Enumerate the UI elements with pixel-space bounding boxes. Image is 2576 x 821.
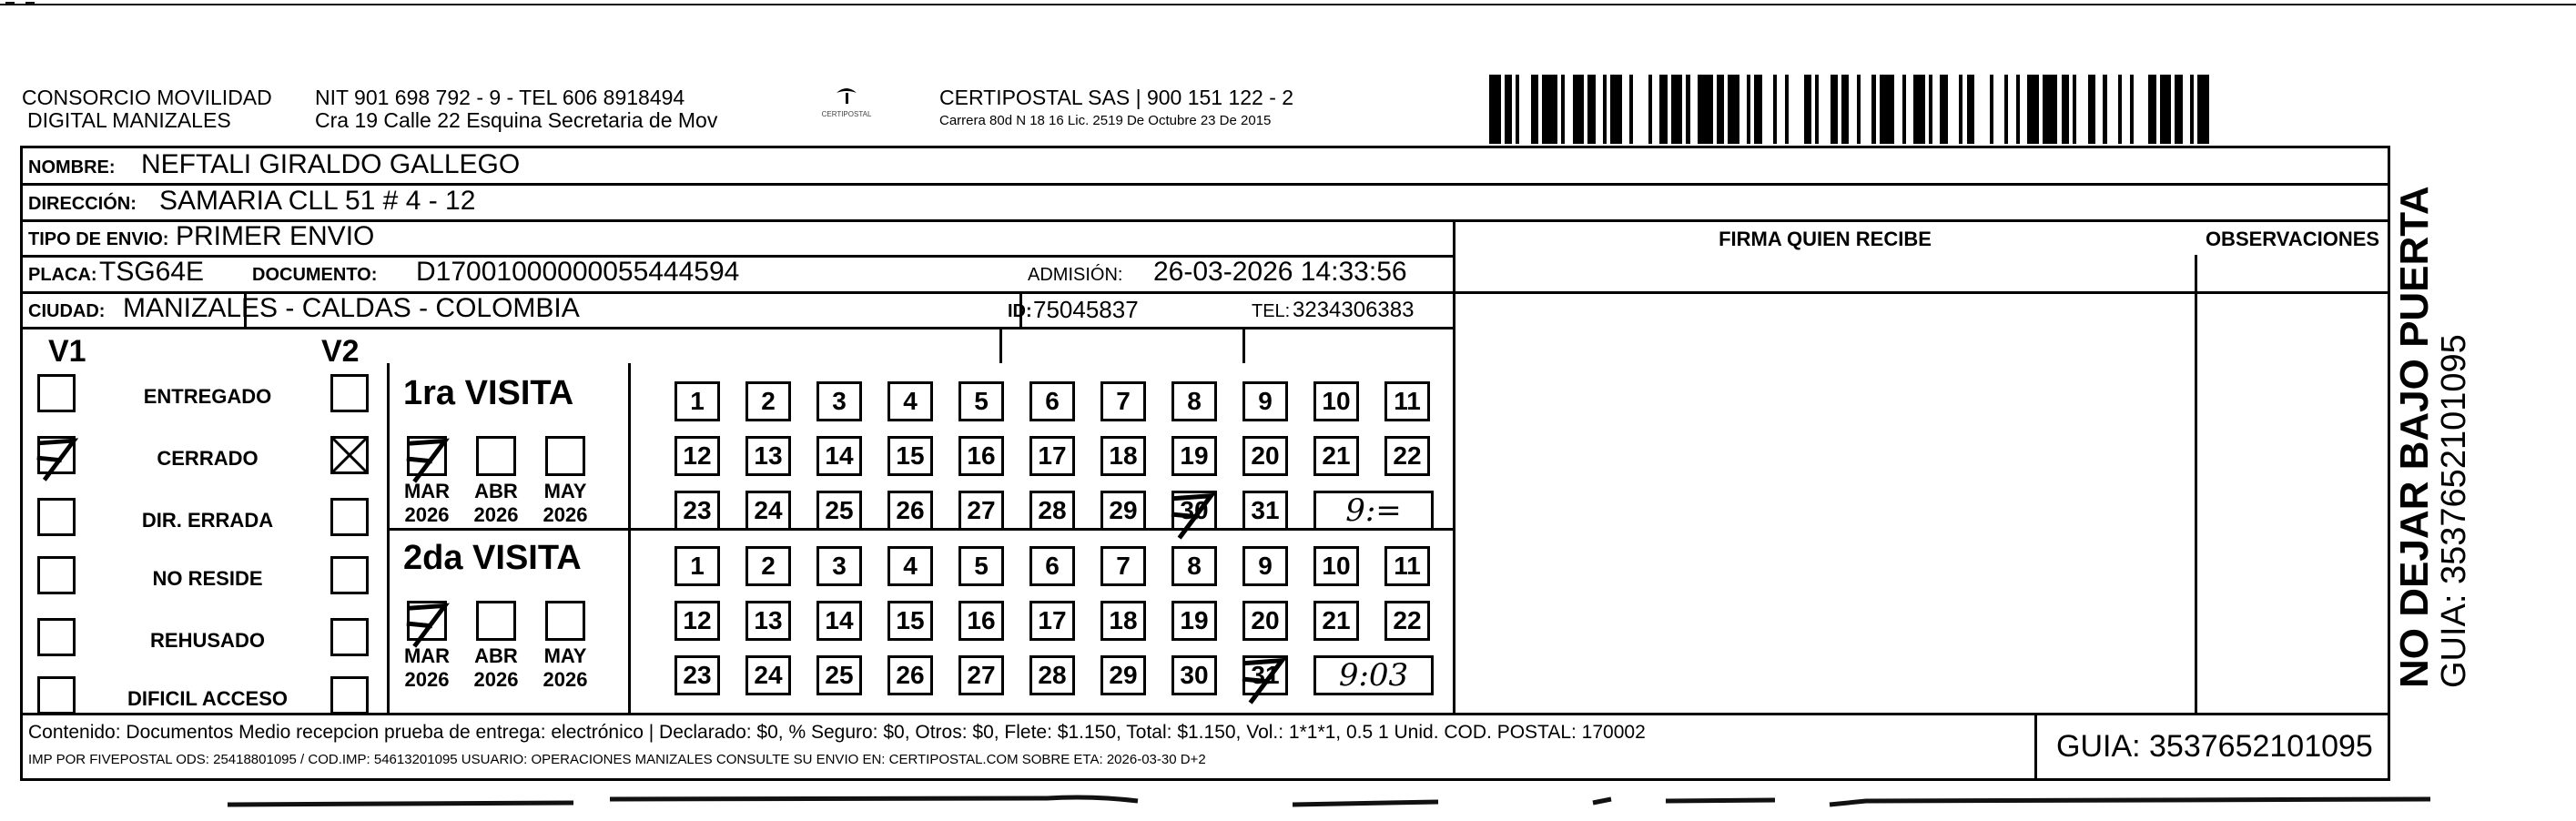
imp-text: IMP POR FIVEPOSTAL ODS: 25418801095 / COD.IMP: 54613201095 USUARIO: OPERACIONES MANIZALES CONSULTE SU ENVIO EN: CERTIPOSTAL.COM SOBRE ETA: 2026-03-30 D+2: [28, 752, 1206, 767]
handwritten-check-mark: [404, 598, 455, 649]
day-box[interactable]: 2: [745, 381, 791, 421]
barcode-bar: [1849, 75, 1856, 144]
v2-checkbox[interactable]: [330, 374, 369, 412]
barcode-bar: [2095, 75, 2103, 144]
nombre-value: NEFTALI GIRALDO GALLEGO: [141, 149, 521, 179]
day-box[interactable]: 23: [674, 655, 720, 695]
day-box[interactable]: 25: [816, 655, 862, 695]
ciudad-value: MANIZALES - CALDAS - COLOMBIA: [123, 293, 580, 323]
barcode-bar: [2043, 75, 2058, 144]
day-box[interactable]: 12: [674, 601, 720, 641]
day-box[interactable]: 7: [1100, 546, 1146, 586]
v2-checkbox[interactable]: [330, 676, 369, 715]
day-box[interactable]: 5: [958, 546, 1004, 586]
barcode-bar: [1841, 75, 1849, 144]
barcode-bar: [1913, 75, 1925, 144]
v1-checkbox[interactable]: [37, 676, 76, 715]
barcode-bar: [1728, 75, 1739, 144]
barcode-bar: [1777, 75, 1784, 144]
day-box[interactable]: 3: [816, 546, 862, 586]
barcode-bar: [1622, 75, 1629, 144]
day-box[interactable]: 26: [887, 491, 933, 531]
day-box[interactable]: 16: [958, 601, 1004, 641]
status-label: DIR. ERRADA: [141, 509, 274, 532]
barcode-bar: [1717, 75, 1724, 144]
placa-label: PLACA:: [28, 265, 97, 285]
v1-checkbox[interactable]: [37, 618, 76, 656]
v1-checkbox[interactable]: [37, 556, 76, 594]
barcode-bar: [1652, 75, 1659, 144]
day-box[interactable]: 28: [1029, 491, 1075, 531]
barcode-bar: [2008, 75, 2015, 144]
day-box[interactable]: 21: [1313, 436, 1359, 476]
barcode-bar: [2062, 75, 2069, 144]
day-box[interactable]: 22: [1384, 601, 1430, 641]
side-guia: GUIA: 3537652101095: [2435, 334, 2473, 688]
month-year-label: [469, 480, 523, 527]
barcode-bar: [2027, 75, 2039, 144]
v2-header: V2: [321, 334, 360, 369]
status-label: DIFICIL ACCESO: [127, 687, 288, 710]
barcode-bar: [1565, 75, 1572, 144]
guia-divider: [2034, 713, 2037, 781]
day-box[interactable]: 5: [958, 381, 1004, 421]
row-divider: [23, 327, 1455, 329]
direccion-value: SAMARIA CLL 51 # 4 - 12: [159, 186, 476, 216]
status-label: NO RESIDE: [152, 567, 263, 590]
status-label: CERRADO: [157, 447, 259, 470]
month-checkbox[interactable]: [407, 601, 447, 641]
day-box[interactable]: 28: [1029, 655, 1075, 695]
barcode-bar: [1573, 75, 1585, 144]
delivery-form: [20, 146, 2390, 781]
month-checkbox[interactable]: [476, 601, 516, 641]
day-box[interactable]: 9: [1242, 381, 1288, 421]
top-tick: [25, 2, 35, 5]
day-box[interactable]: 9: [1242, 546, 1288, 586]
day-box[interactable]: 27: [958, 655, 1004, 695]
month-checkbox[interactable]: [545, 601, 585, 641]
footer-divider: [23, 713, 2388, 715]
no-dejar-bajo-puerta: NO DEJAR BAJO PUERTA: [2392, 186, 2437, 688]
barcode-bar: [1596, 75, 1603, 144]
handwritten-time: 9:03: [1313, 655, 1434, 695]
day-box[interactable]: 15: [887, 601, 933, 641]
handwritten-check-mark: [35, 433, 84, 482]
day-box[interactable]: 3: [816, 381, 862, 421]
barcode-bar: [1804, 75, 1811, 144]
status-label: ENTREGADO: [143, 385, 272, 408]
day-box[interactable]: 1: [674, 546, 720, 586]
barcode-bar: [1993, 75, 2005, 144]
barcode-bar: [1633, 75, 1648, 144]
status-label: REHUSADO: [150, 629, 265, 652]
day-box[interactable]: 15: [887, 436, 933, 476]
month-year-label: [538, 644, 593, 692]
tipo-envio-label: TIPO DE ENVIO:: [28, 229, 169, 249]
year-label: 2026: [473, 503, 519, 526]
v2-checkbox[interactable]: [330, 436, 369, 474]
handwritten-check-mark: [1240, 653, 1293, 705]
company-line-2: DIGITAL MANIZALES: [27, 108, 231, 132]
month-label: ABR: [474, 644, 518, 667]
tipo-envio-value: PRIMER ENVIO: [176, 221, 375, 251]
barcode-bar: [2197, 75, 2209, 144]
barcode-bar: [2020, 75, 2027, 144]
logo-icon: [833, 86, 860, 106]
barcode-bar: [1861, 75, 1872, 144]
barcode-bar: [1974, 75, 1990, 144]
month-checkbox[interactable]: [407, 436, 447, 476]
firma-header: FIRMA QUIEN RECIBE: [1719, 228, 1932, 250]
barcode-bar: [2160, 75, 2172, 144]
day-box[interactable]: 14: [816, 436, 862, 476]
day-box[interactable]: 13: [745, 601, 791, 641]
day-box[interactable]: 7: [1100, 381, 1146, 421]
row-divider: [23, 219, 2388, 222]
cell-divider: [999, 327, 1002, 363]
barcode-bar: [1831, 75, 1838, 144]
day-box[interactable]: 30: [1171, 491, 1217, 531]
v1-checkbox[interactable]: [37, 436, 76, 474]
documento-label: DOCUMENTO:: [252, 265, 378, 285]
x-mark: [330, 436, 369, 474]
day-box[interactable]: 26: [887, 655, 933, 695]
nit-line: NIT 901 698 792 - 9 - TEL 606 8918494: [315, 86, 685, 109]
barcode-bar: [1948, 75, 1960, 144]
month-label: MAR: [403, 480, 451, 502]
status-divider: [387, 363, 390, 714]
v1-checkbox[interactable]: [37, 374, 76, 412]
day-box[interactable]: 4: [887, 546, 933, 586]
documento-value: D17001000000055444594: [416, 257, 740, 287]
barcode-bar: [1819, 75, 1831, 144]
visit-title: 1ra VISITA: [403, 374, 574, 412]
tel-label: TEL:: [1252, 301, 1291, 321]
year-label: 2026: [473, 668, 519, 691]
v1-checkbox[interactable]: [37, 498, 76, 536]
certipostal-logo: [817, 86, 876, 131]
visit-divider: [628, 363, 631, 714]
barcode-bar: [1671, 75, 1683, 144]
barcode-bar: [1531, 75, 1538, 144]
day-box[interactable]: 31: [1242, 655, 1288, 695]
day-box[interactable]: 8: [1171, 381, 1217, 421]
v2-checkbox[interactable]: [330, 556, 369, 594]
observaciones-header: OBSERVACIONES: [2205, 228, 2380, 250]
handwritten-check-mark: [1169, 488, 1222, 541]
month-label: ABR: [474, 480, 518, 502]
direccion-label: DIRECCIÓN:: [28, 194, 137, 214]
day-box[interactable]: 1: [674, 381, 720, 421]
year-label: 2026: [543, 503, 588, 526]
day-box[interactable]: 27: [958, 491, 1004, 531]
day-box[interactable]: 6: [1029, 381, 1075, 421]
v2-checkbox[interactable]: [330, 618, 369, 656]
barcode-bar: [1587, 75, 1595, 144]
day-box[interactable]: 12: [674, 436, 720, 476]
tel-value: 3234306383: [1293, 298, 1415, 322]
month-label: MAR: [403, 644, 451, 667]
barcode-bar: [1690, 75, 1698, 144]
day-box[interactable]: 6: [1029, 546, 1075, 586]
day-box[interactable]: 21: [1313, 601, 1359, 641]
day-box[interactable]: 18: [1100, 436, 1146, 476]
barcode-bar: [1940, 75, 1947, 144]
day-box[interactable]: 11: [1384, 546, 1430, 586]
barcode-bar: [2183, 75, 2190, 144]
month-year-label: [538, 480, 593, 527]
visit-title: 2da VISITA: [403, 539, 582, 577]
id-label: ID:: [1008, 301, 1032, 321]
month-checkbox[interactable]: [545, 436, 585, 476]
year-label: 2026: [404, 503, 450, 526]
day-box[interactable]: 25: [816, 491, 862, 531]
year-label: 2026: [404, 668, 450, 691]
barcode-bar: [2209, 75, 2216, 144]
barcode-bar: [2148, 75, 2155, 144]
admision-label: ADMISIÓN:: [1028, 265, 1123, 285]
barcode: [1489, 75, 2217, 144]
day-box[interactable]: 11: [1384, 381, 1430, 421]
barcode-bar: [1754, 75, 1761, 144]
day-box[interactable]: 19: [1171, 601, 1217, 641]
placa-value: TSG64E: [99, 257, 205, 287]
v2-checkbox[interactable]: [330, 498, 369, 536]
day-box[interactable]: 20: [1242, 436, 1288, 476]
certipostal-line-2: Carrera 80d N 18 16 Lic. 2519 De Octubre 23 De 2015: [939, 113, 1272, 128]
month-label: MAY: [543, 644, 587, 667]
day-box[interactable]: 23: [674, 491, 720, 531]
day-box[interactable]: 24: [745, 655, 791, 695]
logo-text: CERTIPOSTAL: [821, 110, 872, 118]
top-border-line: [0, 4, 2576, 5]
guia-number: GUIA: 3537652101095: [2056, 729, 2373, 764]
ciudad-label: CIUDAD:: [28, 301, 106, 321]
barcode-bar: [2107, 75, 2119, 144]
top-tick: [5, 2, 15, 5]
day-box[interactable]: 14: [816, 601, 862, 641]
month-label: MAY: [543, 480, 587, 502]
barcode-bar: [1762, 75, 1774, 144]
bottom-scribble: [228, 794, 2430, 810]
day-box[interactable]: 18: [1100, 601, 1146, 641]
day-box[interactable]: 10: [1313, 381, 1359, 421]
barcode-bar: [2088, 75, 2095, 144]
col-divider: [2195, 255, 2197, 713]
day-box[interactable]: 4: [887, 381, 933, 421]
col-divider: [1453, 219, 1455, 713]
barcode-bar: [1894, 75, 1902, 144]
barcode-bar: [1505, 75, 1512, 144]
handwritten-check-mark: [404, 433, 455, 484]
company-line-1: CONSORCIO MOVILIDAD: [22, 86, 272, 109]
barcode-bar: [2134, 75, 2149, 144]
contenido-text: Contenido: Documentos Medio recepcion prueba de entrega: electrónico | Declarado: $0, % Seguro: $0, Otros: $0, Flete: $1.150, Total: $1.150, Vol.: 1*1*1, 0.5 1 Unid. COD. POSTAL: 170002: [28, 722, 1646, 743]
v1-header: V1: [48, 334, 86, 369]
day-box[interactable]: 29: [1100, 491, 1146, 531]
barcode-bar: [2076, 75, 2088, 144]
certipostal-line-1: CERTIPOSTAL SAS | 900 151 122 - 2: [939, 86, 1294, 109]
month-year-label: [400, 480, 454, 527]
id-value: 75045837: [1033, 296, 1139, 323]
nombre-label: NOMBRE:: [28, 157, 116, 177]
day-box[interactable]: 2: [745, 546, 791, 586]
barcode-bar: [1489, 75, 1501, 144]
day-box[interactable]: 19: [1171, 436, 1217, 476]
day-box[interactable]: 30: [1171, 655, 1217, 695]
barcode-bar: [1906, 75, 1913, 144]
day-box[interactable]: 31: [1242, 491, 1288, 531]
day-box[interactable]: 22: [1384, 436, 1430, 476]
barcode-bar: [1519, 75, 1531, 144]
barcode-bar: [1659, 75, 1667, 144]
cell-divider: [1242, 327, 1245, 363]
day-box[interactable]: 17: [1029, 436, 1075, 476]
month-year-label: [469, 644, 523, 692]
day-box[interactable]: 29: [1100, 655, 1146, 695]
barcode-bar: [1880, 75, 1895, 144]
address-line: Cra 19 Calle 22 Esquina Secretaria de Mov: [315, 108, 718, 132]
barcode-bar: [1967, 75, 1974, 144]
month-checkbox[interactable]: [476, 436, 516, 476]
admision-value: 26-03-2026 14:33:56: [1153, 257, 1407, 287]
day-box[interactable]: 24: [745, 491, 791, 531]
barcode-bar: [1698, 75, 1713, 144]
month-year-label: [400, 644, 454, 692]
day-box[interactable]: 16: [958, 436, 1004, 476]
year-label: 2026: [543, 668, 588, 691]
day-box[interactable]: 20: [1242, 601, 1288, 641]
day-box[interactable]: 17: [1029, 601, 1075, 641]
handwritten-time: 9:=: [1313, 491, 1434, 531]
barcode-bar: [1789, 75, 1804, 144]
day-box[interactable]: 8: [1171, 546, 1217, 586]
barcode-bar: [1610, 75, 1622, 144]
day-box[interactable]: 10: [1313, 546, 1359, 586]
barcode-bar: [1739, 75, 1747, 144]
barcode-bar: [2175, 75, 2182, 144]
barcode-bar: [2122, 75, 2129, 144]
barcode-bar: [1542, 75, 1557, 144]
day-box[interactable]: 13: [745, 436, 791, 476]
barcode-bar: [1932, 75, 1940, 144]
side-notice: [2392, 178, 2473, 688]
